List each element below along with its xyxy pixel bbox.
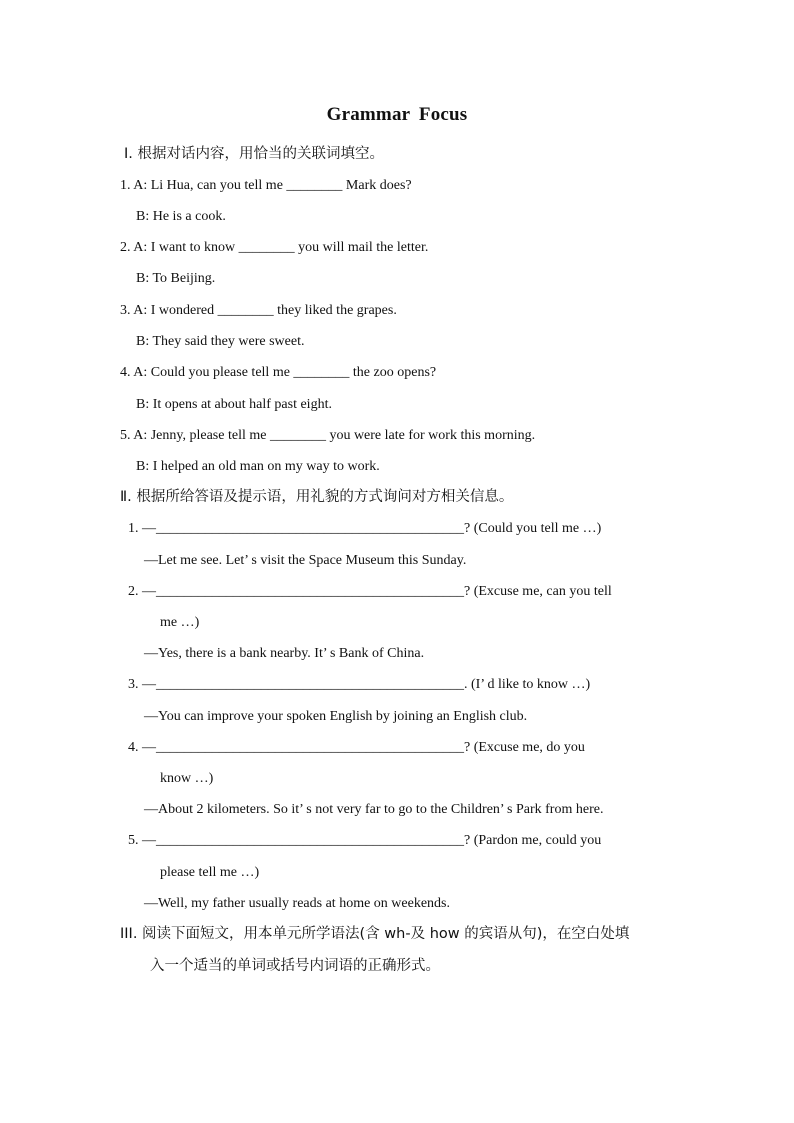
s2-q3-prompt: 3. —____________________________________________. (I’ d like to know …): [128, 677, 591, 692]
s1-q5-answer: B: I helped an old man on my way to work.: [136, 459, 380, 474]
s1-q5-question: 5. A: Jenny, please tell me ________ you were late for work this morning.: [120, 428, 536, 443]
s2-q5-prompt-cont: please tell me …): [160, 865, 260, 880]
s2-q2-answer: —Yes, there is a bank nearby. It’ s Bank of China.: [144, 646, 425, 661]
s2-q1-prompt: 1. —____________________________________________? (Could you tell me …): [128, 521, 602, 536]
s2-q4-prompt: 4. —____________________________________________? (Excuse me, do you: [128, 740, 585, 755]
s1-q2-question: 2. A: I want to know ________ you will mail the letter.: [120, 240, 429, 255]
s1-q4-question: 4. A: Could you please tell me ________ the zoo opens?: [120, 365, 437, 380]
s2-q2-prompt-cont: me …): [160, 615, 200, 630]
s1-q1-question: 1. A: Li Hua, can you tell me ________ Mark does?: [120, 178, 412, 193]
section-3-heading: III. 阅读下面短文，用本单元所学语法(含 wh-及 how 的宾语从句)，在空白处填: [120, 926, 630, 942]
s2-q1-answer: —Let me see. Let’ s visit the Space Museum this Sunday.: [144, 553, 467, 568]
s1-q1-answer: B: He is a cook.: [136, 209, 226, 224]
s2-q5-prompt: 5. —____________________________________________? (Pardon me, could you: [128, 833, 602, 848]
s1-q3-question: 3. A: I wondered ________ they liked the grapes.: [120, 303, 397, 318]
page-title: Grammar Focus: [326, 104, 468, 125]
s1-q3-answer: B: They said they were sweet.: [136, 334, 305, 349]
s2-q3-answer: —You can improve your spoken English by joining an English club.: [144, 709, 528, 724]
s1-q2-answer: B: To Beijing.: [136, 271, 216, 286]
section-1-heading: Ⅰ. 根据对话内容，用恰当的关联词填空。: [124, 146, 384, 162]
section-3-heading-cont: 入一个适当的单词或括号内词语的正确形式。: [150, 958, 440, 974]
s1-q4-answer: B: It opens at about half past eight.: [136, 397, 332, 412]
s2-q5-answer: —Well, my father usually reads at home on weekends.: [144, 896, 451, 911]
s2-q2-prompt: 2. —____________________________________________? (Excuse me, can you tell: [128, 584, 612, 599]
section-2-heading: Ⅱ. 根据所给答语及提示语，用礼貌的方式询问对方相关信息。: [120, 489, 514, 505]
s2-q4-answer: —About 2 kilometers. So it’ s not very far to go to the Children’ s Park from here.: [144, 802, 604, 817]
s2-q4-prompt-cont: know …): [160, 771, 214, 786]
